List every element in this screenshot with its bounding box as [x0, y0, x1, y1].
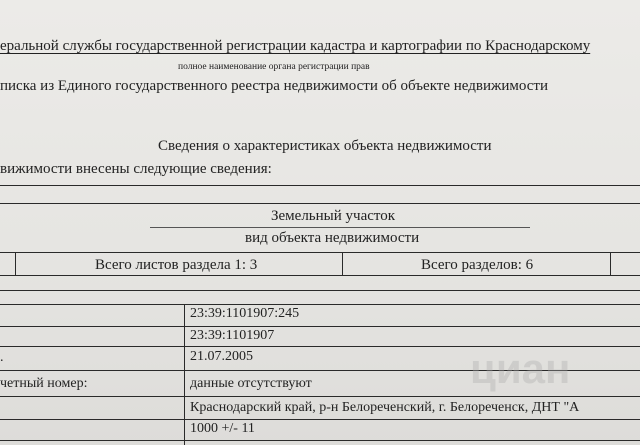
table-border	[15, 252, 16, 275]
cadastral-quarter: 23:39:1101907	[190, 328, 275, 343]
address-value: Краснодарский край, р-н Белореченский, г. Белореченск, ДНТ "А	[190, 400, 580, 415]
object-type-value: Земельный участок	[271, 208, 396, 224]
area-value: 1000 +/- 11	[190, 421, 255, 436]
row-label-date-marker: .	[0, 350, 4, 365]
section-intro: вижимости внесены следующие сведения:	[0, 161, 272, 177]
table-border	[0, 440, 640, 441]
previous-number-label: четный номер:	[0, 376, 88, 391]
table-border	[610, 252, 611, 275]
watermark-logo: циан	[470, 345, 571, 392]
table-border	[184, 304, 185, 445]
extract-title: писка из Единого государственного реестра недвижимости об объекте недвижимости	[0, 78, 548, 94]
table-border	[0, 203, 640, 204]
section-title: Сведения о характеристиках объекта недвижимости	[158, 138, 492, 154]
table-border	[342, 252, 343, 275]
caption-underline	[150, 227, 530, 228]
agency-name: еральной службы государственной регистрации кадастра и картографии по Краснодарскому	[0, 38, 591, 54]
table-border	[0, 185, 640, 186]
object-type-caption: вид объекта недвижимости	[245, 230, 420, 246]
agency-caption: полное наименование органа регистрации прав	[178, 62, 370, 72]
sections-total: Всего разделов: 6	[421, 257, 534, 273]
cadastral-number: 23:39:1101907:245	[190, 306, 300, 321]
table-border	[0, 304, 640, 305]
table-border	[0, 275, 640, 276]
table-border	[0, 419, 640, 420]
table-border	[0, 396, 640, 397]
sheets-total: Всего листов раздела 1: 3	[95, 257, 258, 273]
table-border	[0, 326, 640, 327]
previous-number-value: данные отсутствуют	[190, 376, 312, 391]
table-border	[0, 290, 640, 291]
assignment-date: 21.07.2005	[190, 349, 253, 364]
table-border	[0, 252, 640, 253]
